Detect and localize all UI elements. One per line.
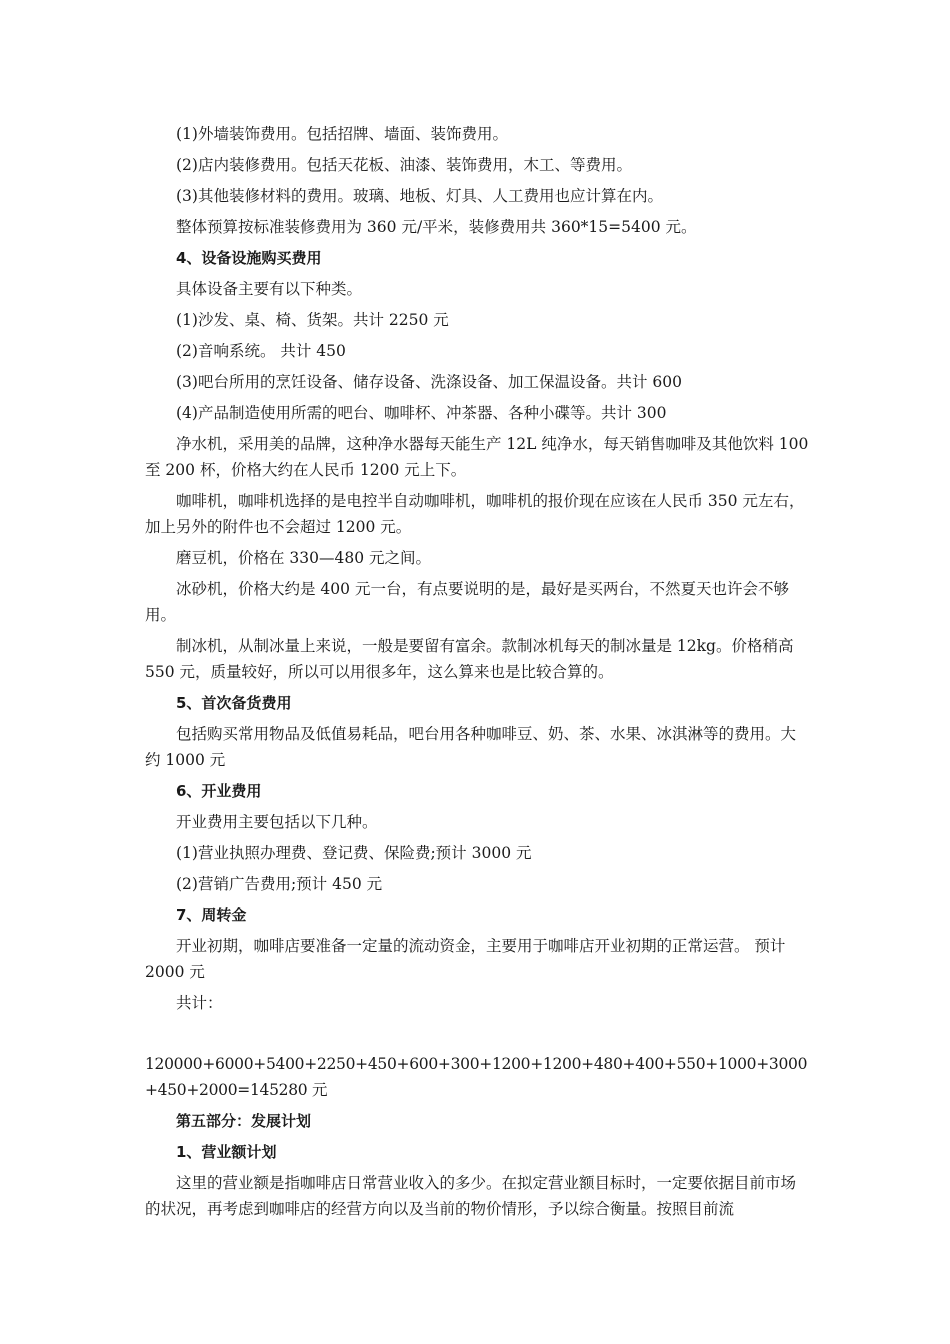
paragraph: (2)营销广告费用;预计 450 元 xyxy=(176,875,383,893)
section-heading: 6、开业费用 xyxy=(176,782,262,800)
paragraph: 磨豆机，价格在 330—480 元之间。 xyxy=(176,549,432,567)
paragraph: (1)外墙装饰费用。包括招牌、墙面、装饰费用。 xyxy=(176,125,508,143)
paragraph: 共计： xyxy=(176,994,223,1012)
part-heading: 第五部分：发展计划 xyxy=(176,1112,312,1130)
paragraph: (3)吧台所用的烹饪设备、储存设备、洗涤设备、加工保温设备。共计 600 xyxy=(176,373,682,391)
paragraph: 具体设备主要有以下种类。 xyxy=(176,280,363,298)
paragraph: 净水机，采用美的品牌，这种净水器每天能生产 12L 纯净水，每天销售咖啡及其他饮料 100 至 200 杯，价格大约在人民币 1200 元上下。 xyxy=(145,435,809,479)
paragraph: (4)产品制造使用所需的吧台、咖啡杯、冲茶器、各种小碟等。共计 300 xyxy=(176,404,667,422)
paragraph: 开业费用主要包括以下几种。 xyxy=(176,813,378,831)
paragraph: (2)店内装修费用。包括天花板、油漆、装饰费用，木工、等费用。 xyxy=(176,156,632,174)
paragraph: 整体预算按标准装修费用为 360 元/平米，装修费用共 360*15=5400 元。 xyxy=(176,218,697,236)
paragraph: 冰砂机，价格大约是 400 元一台，有点要说明的是，最好是买两台，不然夏天也许会不够用。 xyxy=(145,580,789,624)
paragraph: (1)沙发、桌、椅、货架。共计 2250 元 xyxy=(176,311,449,329)
document-body xyxy=(145,121,810,1227)
section-heading: 1、营业额计划 xyxy=(176,1143,277,1161)
spacer xyxy=(145,1021,810,1051)
paragraph: 咖啡机，咖啡机选择的是电控半自动咖啡机，咖啡机的报价现在应该在人民币 350 元左右，加上另外的附件也不会超过 1200 元。 xyxy=(145,492,805,536)
paragraph: (3)其他装修材料的费用。玻璃、地板、灯具、人工费用也应计算在内。 xyxy=(176,187,663,205)
paragraph: 这里的营业额是指咖啡店日常营业收入的多少。在拟定营业额目标时，一定要依据目前市场的状况，再考虑到咖啡店的经营方向以及当前的物价情形，予以综合衡量。按照目前流 xyxy=(145,1174,797,1218)
total-formula: 120000+6000+5400+2250+450+600+300+1200+1200+480+400+550+1000+3000+450+2000=145280 元 xyxy=(145,1055,808,1099)
paragraph: (2)音响系统。 共计 450 xyxy=(176,342,346,360)
section-heading: 4、设备设施购买费用 xyxy=(176,249,322,267)
section-heading: 7、周转金 xyxy=(176,906,247,924)
section-heading: 5、首次备货费用 xyxy=(176,694,292,712)
paragraph: 制冰机，从制冰量上来说，一般是要留有富余。款制冰机每天的制冰量是 12kg。价格稍高 550 元，质量较好，所以可以用很多年，这么算来也是比较合算的。 xyxy=(145,637,794,681)
paragraph: 包括购买常用物品及低值易耗品，吧台用各种咖啡豆、奶、茶、水果、冰淇淋等的费用。大约 1000 元 xyxy=(145,725,797,769)
paragraph: 开业初期，咖啡店要准备一定量的流动资金，主要用于咖啡店开业初期的正常运营。 预计 2000 元 xyxy=(145,937,786,981)
paragraph: (1)营业执照办理费、登记费、保险费;预计 3000 元 xyxy=(176,844,532,862)
